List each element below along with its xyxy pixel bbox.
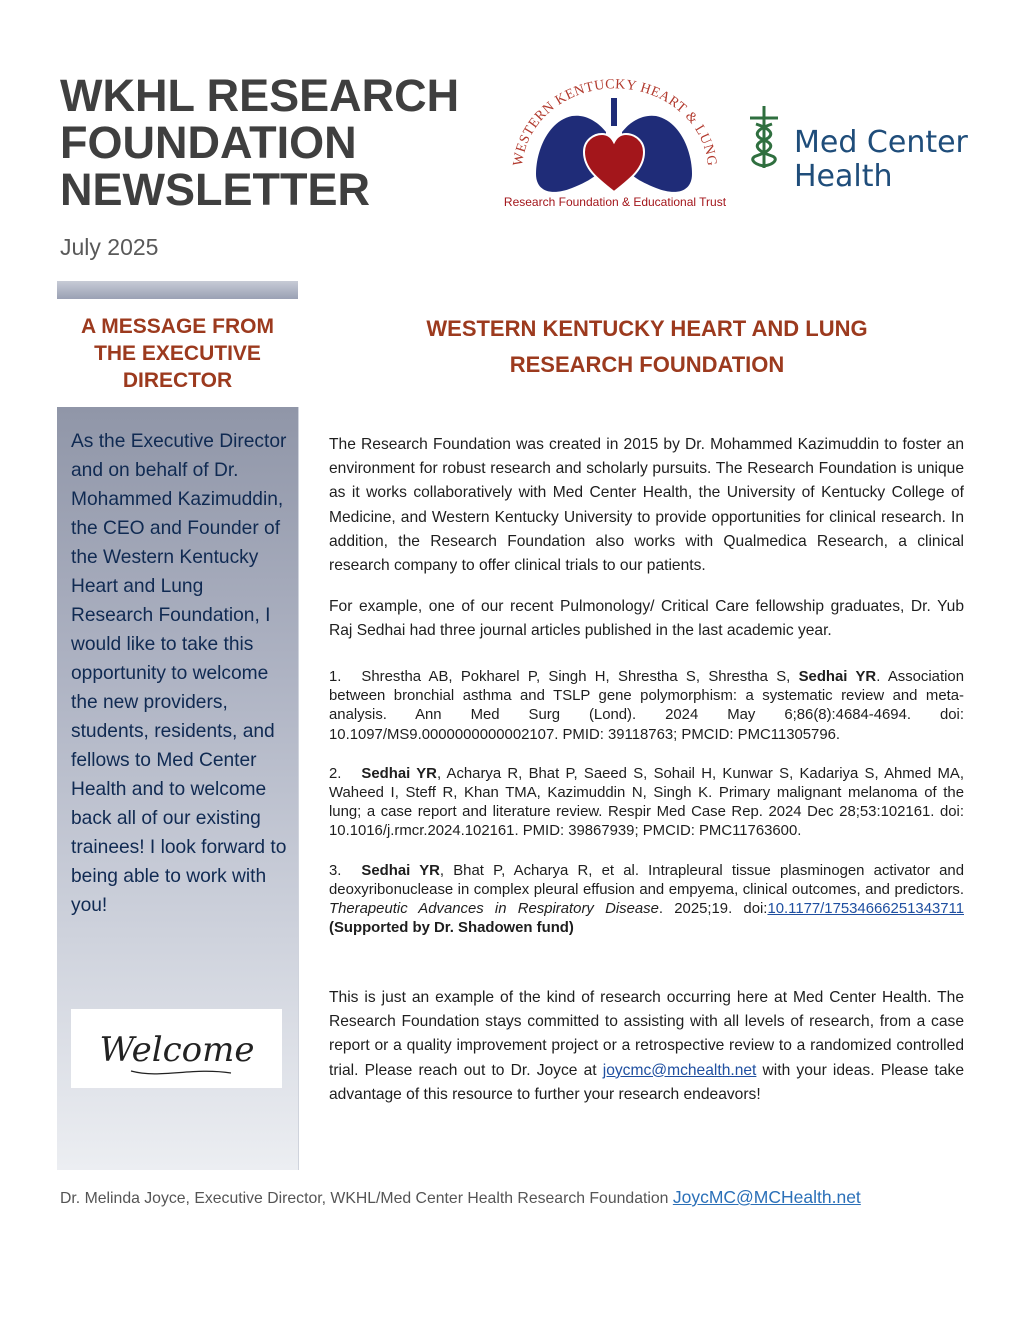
title-line: WKHL RESEARCH	[60, 70, 460, 121]
intro-paragraph: The Research Foundation was created in 2015 by Dr. Mohammed Kazimuddin to foster an environment for robust research and scholarly pursuits. The Research Foundation is unique as it works collaboratively with Med Center Health, the University of Kentucky College of Medicine, and Western Kentucky University to provide opportunities for clinical research. In addition, the Research Foundation also works with Qualmedica Research, a clinical research company to offer clinical trials to our patients.	[329, 436, 964, 575]
sidebar-message-box	[57, 407, 299, 1170]
footer	[60, 1187, 861, 1208]
logo-arc-text: WESTERN KENTUCKY HEART & LUNG	[510, 77, 719, 168]
reference-item: 1. Shrestha AB, Pokharel P, Singh H, Shrestha S, Shrestha S, Sedhai YR. Association between bronchial asthma and TSLP gene polymorphism: a systematic review and meta-analysis. Ann Med Surg (Lond). 2024 May 6;86(8):4684-4694. doi: 10.1097/MS9.0000000000002107. PMID: 39118763; PMCID: PMC11305796.	[329, 669, 964, 743]
reference-list	[329, 668, 964, 958]
mch-line1: Med Center	[794, 125, 968, 160]
issue-date: July 2025	[60, 234, 159, 260]
welcome-image	[71, 1009, 282, 1088]
mch-line2: Health	[794, 159, 893, 194]
heart-lungs-icon	[536, 98, 692, 192]
sidebar-heading-line: A MESSAGE FROM	[81, 315, 274, 338]
example-paragraph: For example, one of our recent Pulmonology/ Critical Care fellowship graduates, Dr. Yub Raj Sedhai had three journal articles published in the last academic year.	[329, 598, 964, 640]
main-heading-line: RESEARCH FOUNDATION	[509, 352, 785, 377]
footer-text: Dr. Melinda Joyce, Executive Director, WKHL/Med Center Health Research Foundation	[60, 1190, 673, 1207]
doi-link[interactable]: 10.1177/17534666251343711	[767, 901, 964, 918]
main-heading	[330, 311, 964, 383]
newsletter-title	[60, 72, 500, 213]
sidebar-heading-line: THE EXECUTIVE	[94, 342, 261, 365]
email-link[interactable]: joycmc@mchealth.net	[602, 1061, 757, 1079]
director-message: As the Executive Director and on behalf of Dr. Mohammed Kazimuddin, the CEO and Founder of the Western Kentucky Heart and Lung Research Foundation, I would like to take this opportunity to welcome the new providers, students, residents, and fellows to Med Center Health and to welcome back all of our existing trainees! I look forward to being able to work with you!	[71, 431, 287, 916]
sidebar-heading-line: DIRECTOR	[122, 369, 233, 392]
reference-item: 2. Sedhai YR, Acharya R, Bhat P, Saeed S, Sohail H, Kunwar S, Kadariya S, Ahmed MA, Waheed I, Steff R, Khan TMA, Kazimuddin N, Singh K. Primary malignant melanoma of the lung; a case report and literature review. Respir Med Case Rep. 2024 Dec 28;53:102161. doi: 10.1016/j.rmcr.2024.102161. PMID: 39867939; PMCID: PMC11763600.	[329, 765, 964, 840]
caduceus-icon	[750, 106, 778, 168]
logo-subtitle: Research Foundation & Educational Trust	[503, 195, 727, 209]
welcome-text: Welcome	[99, 1030, 255, 1070]
footer-email-link[interactable]: JoycMC@MCHealth.net	[672, 1187, 861, 1207]
main-heading-line: WESTERN KENTUCKY HEART AND LUNG	[426, 316, 868, 341]
reference-item: 3. Sedhai YR, Bhat P, Acharya R, et al. Intrapleural tissue plasminogen activator and deoxyribonuclease in complex pleural effusion and empyema, clinical outcomes, and predictors. Therapeutic Advances in Respiratory Disease. 2025;19. doi:10.1177/17534666251343711 (Supported by Dr. Shadowen fund)	[329, 862, 964, 937]
sidebar-top-bar	[57, 281, 298, 299]
closing-paragraph: This is just an example of the kind of research occurring here at Med Center Health. The Research Foundation stays committed to assisting with all levels of research, from a case report or a quality improvement project or a retrospective review to a randomized controlled trial. Please reach out to Dr. Joyce at joycmc@mchealth.net with your ideas. Please take advantage of this resource to further your research endeavors!	[329, 989, 965, 1103]
title-line: FOUNDATION	[60, 117, 357, 168]
title-line: NEWSLETTER	[60, 164, 370, 215]
med-center-health-logo	[744, 100, 989, 195]
wkhl-logo	[500, 76, 730, 216]
sidebar-heading	[57, 313, 298, 394]
